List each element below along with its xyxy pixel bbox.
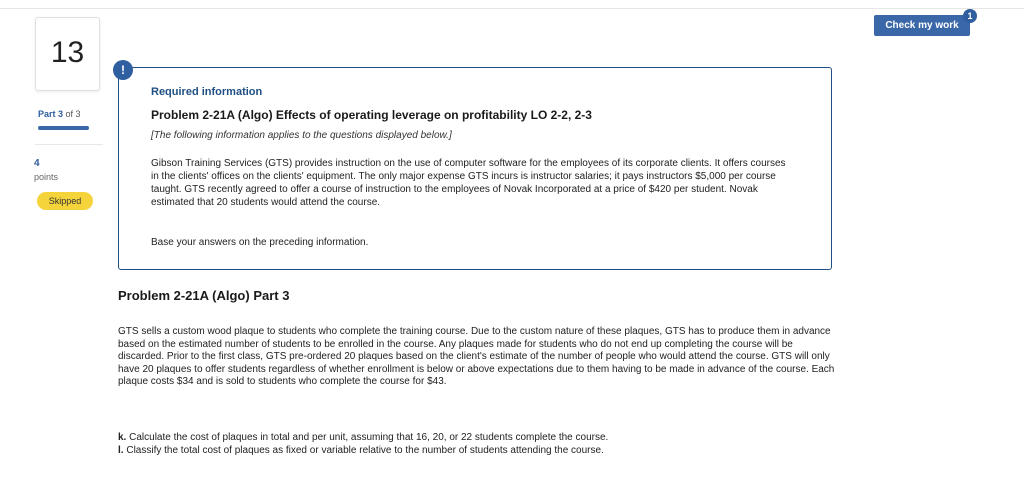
- part3-title: Problem 2-21A (Algo) Part 3: [118, 288, 290, 303]
- points-value: 4: [34, 158, 40, 169]
- check-my-work-button[interactable]: Check my work: [874, 15, 970, 36]
- part3-paragraph: GTS sells a custom wood plaque to students who complete the training course. Due to the custom nature of these plaques, GTS has to produce them in advance based on the estimated number of students to be enrolled in the course. Any plaques made for students who do not end up completing the course will be discarded. Prior to the first class, GTS pre-ordered 20 plaques based on the client's estimate of the number of people who would attend the course. GTS will only have 20 plaques to offer students regardless of whether enrollment is below or above expectations due to them having to be made in advance of the course. Each plaque costs $34 and is sold to students who complete the course for $43.: [118, 326, 835, 387]
- question-k-text: Calculate the cost of plaques in total and per unit, assuming that 16, 20, or 22 students complete the course.: [126, 432, 609, 443]
- problem-title: Problem 2-21A (Algo) Effects of operating leverage on profitability LO 2-2, 2-3: [151, 108, 592, 122]
- alert-icon: !: [113, 60, 133, 80]
- question-l-text: Classify the total cost of plaques as fixed or variable relative to the number of students attending the course.: [123, 445, 604, 456]
- part-progress-label: [38, 109, 81, 119]
- question-number-card: [35, 17, 100, 91]
- part-progress-bar: [38, 126, 89, 130]
- sidebar-divider: [35, 144, 103, 145]
- part-total: of 3: [63, 109, 81, 119]
- required-info-heading: Required information: [151, 86, 263, 98]
- question-l: [118, 445, 604, 456]
- part-current: Part 3: [38, 109, 64, 119]
- question-k: [118, 432, 608, 443]
- points-label: points: [34, 172, 59, 182]
- question-number: 13: [50, 36, 85, 69]
- question-k-letter: k.: [118, 432, 127, 443]
- applies-note: [The following information applies to the questions displayed below.]: [151, 130, 452, 141]
- base-note: Base your answers on the preceding information.: [151, 237, 369, 248]
- top-divider: [0, 8, 1024, 9]
- info-paragraph: Gibson Training Services (GTS) provides instruction on the use of computer software for the employees of its corporate clients. It offers courses in the clients' offices on the clients' equipment. The only major expense GTS incurs is instructor salaries; it pays instructors $5,000 per course taught. GTS recently agreed to offer a course of instruction to the employees of Novak Incorporated at a price of $420 per student. Novak estimated that 20 students would attend the course.: [151, 158, 786, 208]
- check-count-badge: 1: [963, 9, 977, 23]
- question-l-letter: l.: [118, 445, 124, 456]
- status-badge: Skipped: [37, 192, 93, 210]
